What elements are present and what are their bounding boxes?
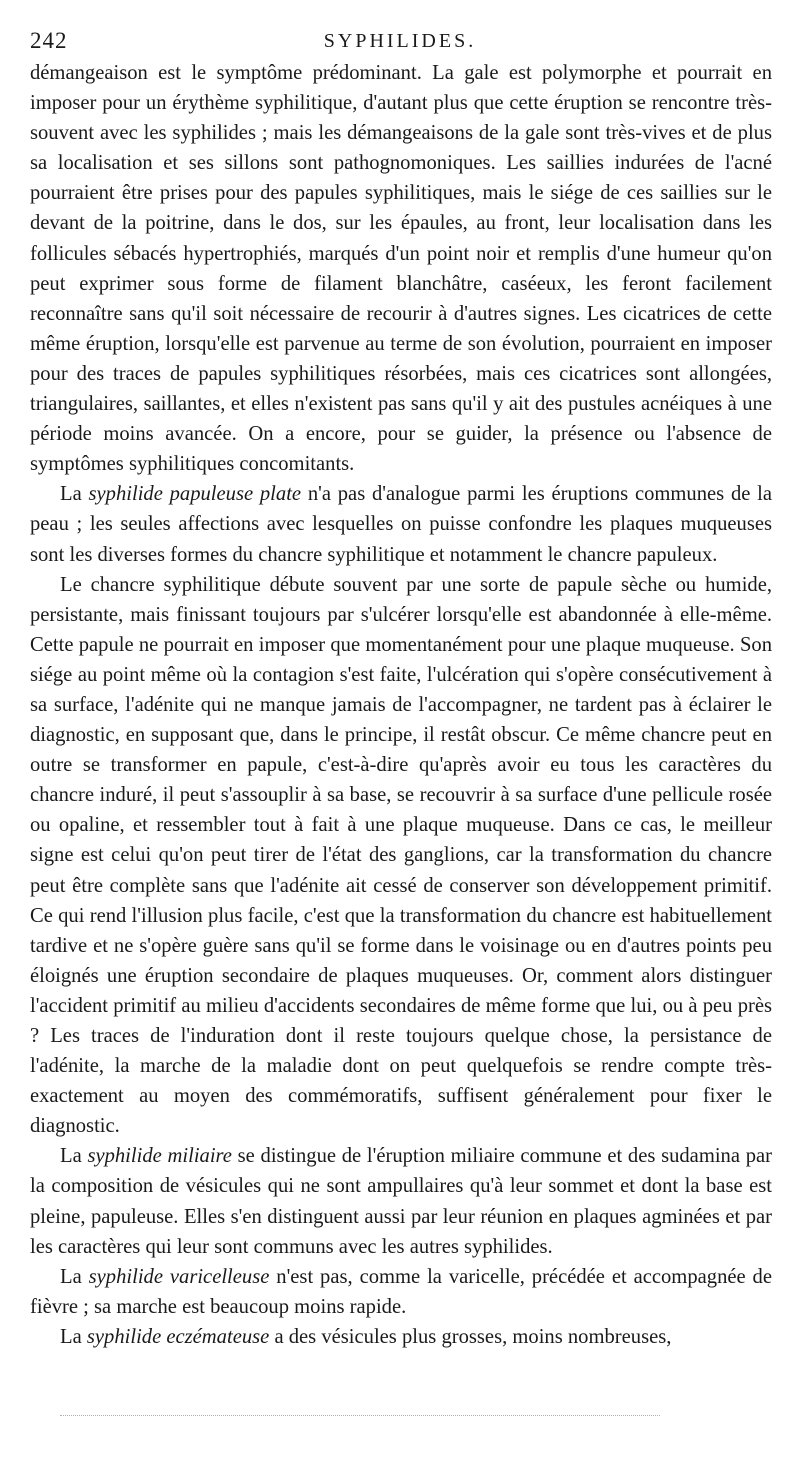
italic-term: syphilide miliaire	[87, 1145, 232, 1168]
paragraph-text: n'est pas, comme la varicelle, précédée et accompagnée de fièvre ; sa marche est beaucoup moins rapide.	[30, 1265, 772, 1318]
body-text	[30, 58, 772, 1352]
paragraph	[30, 479, 772, 569]
italic-term: syphilide eczémateuse	[86, 1325, 270, 1348]
paragraph	[30, 1141, 772, 1261]
page-header	[30, 22, 770, 52]
paragraph-text: démangeaison est le symptôme prédominant. La gale est polymorphe et pourrait en imposer pour un érythème syphilitique, d'autant plus que cette éruption se rencontre très-souvent avec les syphilides ; mais les démangeaisons de la gale sont très-vives et de plus sa localisation et ses sillons sont pathognomoniques. Les saillies indurées de l'acné pourraient être prises pour des papules syphilitiques, mais le siége de ces saillies sur le devant de la poitrine, dans le dos, sur les épaules, au front, leur localisation dans les follicules sébacés hypertrophiés, marqués d'un point noir et remplis d'une humeur qu'on peut exprimer sous forme de filament blanchâtre, caséeux, les feront facilement reconnaître sans qu'il soit nécessaire de recourir à d'autres signes. Les cicatrices de cette même éruption, lorsqu'elle est parvenue au terme de son évolution, pourraient en imposer pour des traces de papules syphilitiques résorbées, mais ces cicatrices sont allongées, triangulaires, saillantes, et elles n'existent pas sans qu'il y ait des pustules acnéiques à une période moins avancée. On a encore, pour se guider, la présence ou l'absence de symptômes syphilitiques concomitants.	[30, 62, 772, 476]
paragraph-text: n'a pas d'analogue parmi les éruptions communes de la peau ; les seules affections avec lesquelles on puisse confondre les plaques muqueuses sont les diverses formes du chancre syphilitique et notamment le chancre papuleux.	[30, 483, 773, 566]
italic-term: syphilide papuleuse plate	[88, 483, 302, 506]
paragraph-text: a des vésicules plus grosses, moins nombreuses,	[269, 1325, 672, 1348]
paragraph	[30, 570, 772, 1142]
paragraph-text: se distingue de l'éruption miliaire commune et des sudamina par la composition de vésicules qui ne sont ampullaires qu'à leur sommet et dont la base est pleine, papuleuse. Elles s'en distinguent aussi par leur réunion en plaques agminées et par les caractères qui leur sont communs avec les autres syphilides.	[30, 1145, 772, 1258]
paragraph-text: La	[60, 1325, 87, 1348]
footer-rule	[60, 1415, 660, 1416]
paragraph	[30, 1322, 772, 1352]
paragraph-text: La	[60, 1265, 89, 1288]
paragraph	[30, 1262, 772, 1322]
paragraph-text: Le chancre syphilitique débute souvent par une sorte de papule sèche ou humide, persistante, mais finissant toujours par s'ulcérer lorsqu'elle est abandonnée à elle-même. Cette papule ne pourrait en imposer que momentanément pour une plaque muqueuse. Son siége au point même où la contagion s'est faite, l'ulcération qui s'opère consécutivement à sa surface, l'adénite qui ne manque jamais de l'accompagner, ne tardent pas à éclairer le diagnostic, en supposant que, dans le principe, il restât obscur. Ce même chancre peut en outre se transformer en papule, c'est-à-dire qu'après avoir eu tous les caractères du chancre induré, il peut s'assouplir à sa base, se recouvrir à sa surface d'une pellicule rosée ou opaline, et ressembler tout à fait à une plaque muqueuse. Dans ce cas, le meilleur signe est celui qu'on peut tirer de l'état des ganglions, car la transformation du chancre peut être complète sans que l'adénite ait cessé de conserver son développement primitif. Ce qui rend l'illusion plus facile, c'est que la transformation du chancre est habituellement tardive et ne s'opère guère sans qu'il se forme dans le voisinage ou en d'autres points peu éloignés une éruption secondaire de plaques muqueuses. Or, comment alors distinguer l'accident primitif au milieu d'accidents secondaires de même forme que lui, ou à peu près ? Les traces de l'induration dont il reste toujours quelque chose, la persistance de l'adénite, la marche de la maladie dont on peut quelquefois se rendre compte très-exactement au moyen des commémoratifs, suffisent généralement pour fixer le diagnostic.	[30, 573, 772, 1138]
italic-term: syphilide varicelleuse	[88, 1265, 270, 1288]
running-title: SYPHILIDES.	[323, 30, 477, 52]
paragraph	[30, 58, 772, 479]
page-number: 242	[30, 28, 68, 53]
paragraph-text: La	[60, 1145, 88, 1168]
paragraph-text: La	[60, 483, 89, 506]
